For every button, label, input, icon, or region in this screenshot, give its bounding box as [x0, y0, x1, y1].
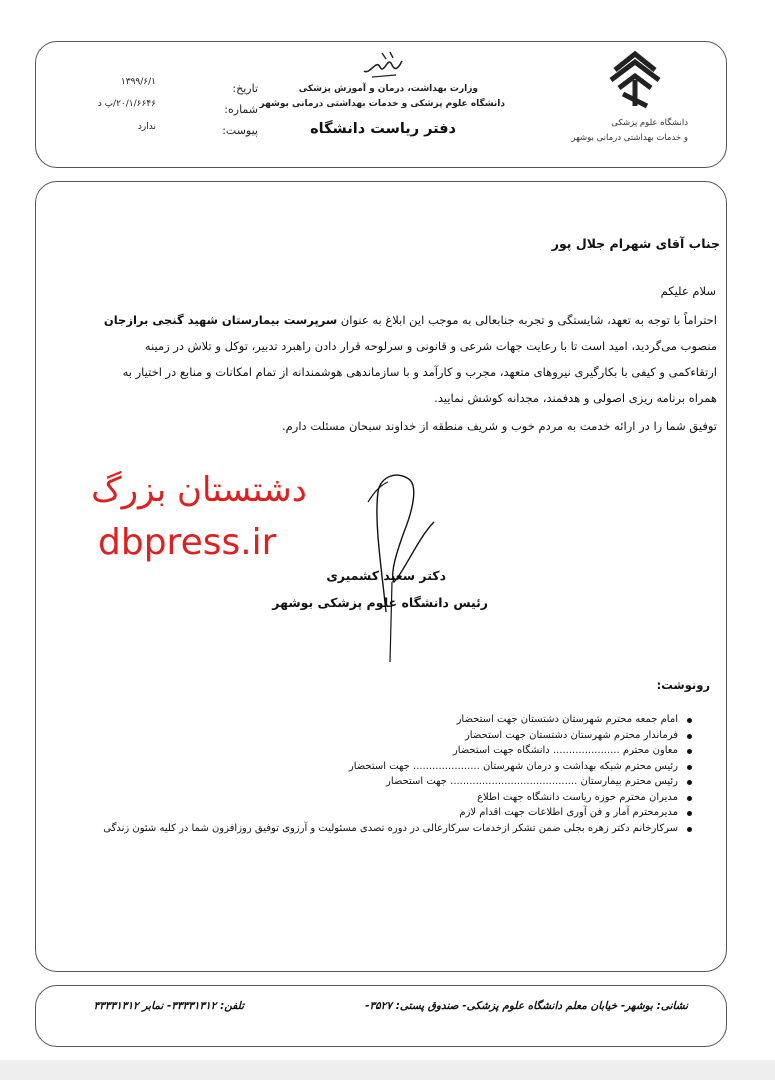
bullet-icon [687, 749, 692, 754]
bullet-icon [687, 718, 692, 723]
office-title: دفتر ریاست دانشگاه [310, 121, 456, 137]
signer-title: رئیس دانشگاه علوم پزشکی بوشهر [272, 595, 488, 610]
cc-item-text: سرکارخانم دکتر زهره بجلی ضمن تشکر ازخدمات سرکارعالی در دوره تصدی مسئولیت و آرزوی توفیق روزافزون شما در کلیه شئون زندگی [103, 822, 678, 834]
cc-item [60, 743, 692, 759]
watermark-title: دشتستان بزرگ [91, 470, 307, 510]
university-name-line2: و خدمات بهداشتی درمانی بوشهر [571, 133, 688, 143]
footer-box [35, 985, 727, 1047]
footer-phone: تلفن: ۳۳۳۳۱۳۱۲- نمابر ۳۳۳۳۱۳۱۲ [93, 1000, 244, 1012]
bullet-icon [687, 827, 692, 832]
date-label: تاریخ: [232, 82, 258, 95]
cc-item [60, 821, 692, 837]
bottom-margin [0, 1060, 775, 1080]
greeting: سلام علیکم [660, 284, 716, 298]
university-logo-icon [605, 50, 665, 110]
cc-item [60, 774, 692, 790]
paragraph-line-1 [62, 311, 717, 329]
cc-item-text: فرماندار محترم شهرستان دشتستان جهت استحضار [464, 729, 678, 741]
appointment-position: سرپرست بیمارستان شهید گنجی برازجان [103, 313, 338, 327]
paragraph-line-1-text: احتراماً با توجه به تعهد، شایستگی و تجربه جنابعالی به موجب این ابلاغ به عنوان [337, 313, 717, 327]
bullet-icon [687, 796, 692, 801]
ministry-title: وزارت بهداشت، درمان و آموزش پزشکی [298, 84, 478, 94]
university-name-line1: دانشگاه علوم پزشکی [611, 118, 688, 128]
cc-item-text: مدیران محترم حوزه ریاست دانشگاه جهت اطلاع [477, 791, 678, 803]
number-label: شماره: [224, 103, 258, 116]
bismillah-calligraphy [360, 49, 405, 81]
paragraph-line-4: همراه برنامه ریزی اصولی و هدفمند، مجدانه کوشش نمایید. [434, 391, 717, 405]
handwritten-signature [338, 462, 448, 662]
cc-item-text: رئیس محترم بیمارستان ........................................ جهت استحضار [386, 776, 678, 787]
cc-item-text: رئیس محترم شبکه بهداشت و درمان شهرستان ..................... جهت استحضار [348, 760, 678, 772]
cc-item [60, 805, 692, 821]
addressee: جناب آقای شهرام جلال پور [551, 236, 720, 251]
paragraph-line-3: ارتقاءکمی و کیفی با بکارگیری نیروهای متعهد، مجرب و کارآمد و با سازماندهی هوشمندانه از تمام امکانات و منابع در اختیار به [122, 365, 717, 379]
watermark-site: dbpress.ir [98, 522, 277, 563]
bullet-icon [687, 765, 692, 770]
cc-item [60, 712, 692, 728]
cc-title: رونوشت: [656, 678, 710, 692]
cc-item-text: مدیرمحترم آمار و فن آوری اطلاعات جهت اقدام لازم [459, 807, 678, 818]
signer-name: دکتر سعید کشمیری [326, 568, 446, 583]
date-value: ۱۳۹۹/۶/۱ [120, 77, 156, 87]
number-value: ۲۰/۱/۶۶۴۶/پ د [97, 99, 156, 109]
closing-line: توفیق شما را در ارائه خدمت به مردم خوب و شریف منطقه از خداوند سبحان مسئلت دارم. [282, 419, 717, 433]
paragraph-line-2: منصوب می‌گردید، امید است تا با رعایت جهات شرعی و قانونی و سرلوحه قرار دادن راهبرد تدبیر، توکل و تلاش در زمینه [144, 339, 717, 353]
cc-item [60, 728, 692, 744]
cc-item-text: امام جمعه محترم شهرستان دشتستان جهت استحضار [456, 714, 678, 725]
bullet-icon [687, 780, 692, 785]
cc-item-text: معاون محترم ..................... دانشگاه جهت استحضار [452, 745, 678, 756]
cc-list [60, 712, 692, 836]
bullet-icon [687, 811, 692, 816]
university-full-title: دانشگاه علوم پزشکی و خدمات بهداشتی درمانی بوشهر [259, 99, 505, 109]
attachment-label: پیوست: [222, 124, 258, 137]
bullet-icon [687, 734, 692, 739]
attachment-value: ندارد [137, 122, 156, 132]
footer-address: نشانی: بوشهر- خیابان معلم دانشگاه علوم پزشکی- صندوق پستی: ۳۵۲۷- [365, 1000, 688, 1012]
cc-item [60, 790, 692, 806]
cc-item [60, 759, 692, 775]
